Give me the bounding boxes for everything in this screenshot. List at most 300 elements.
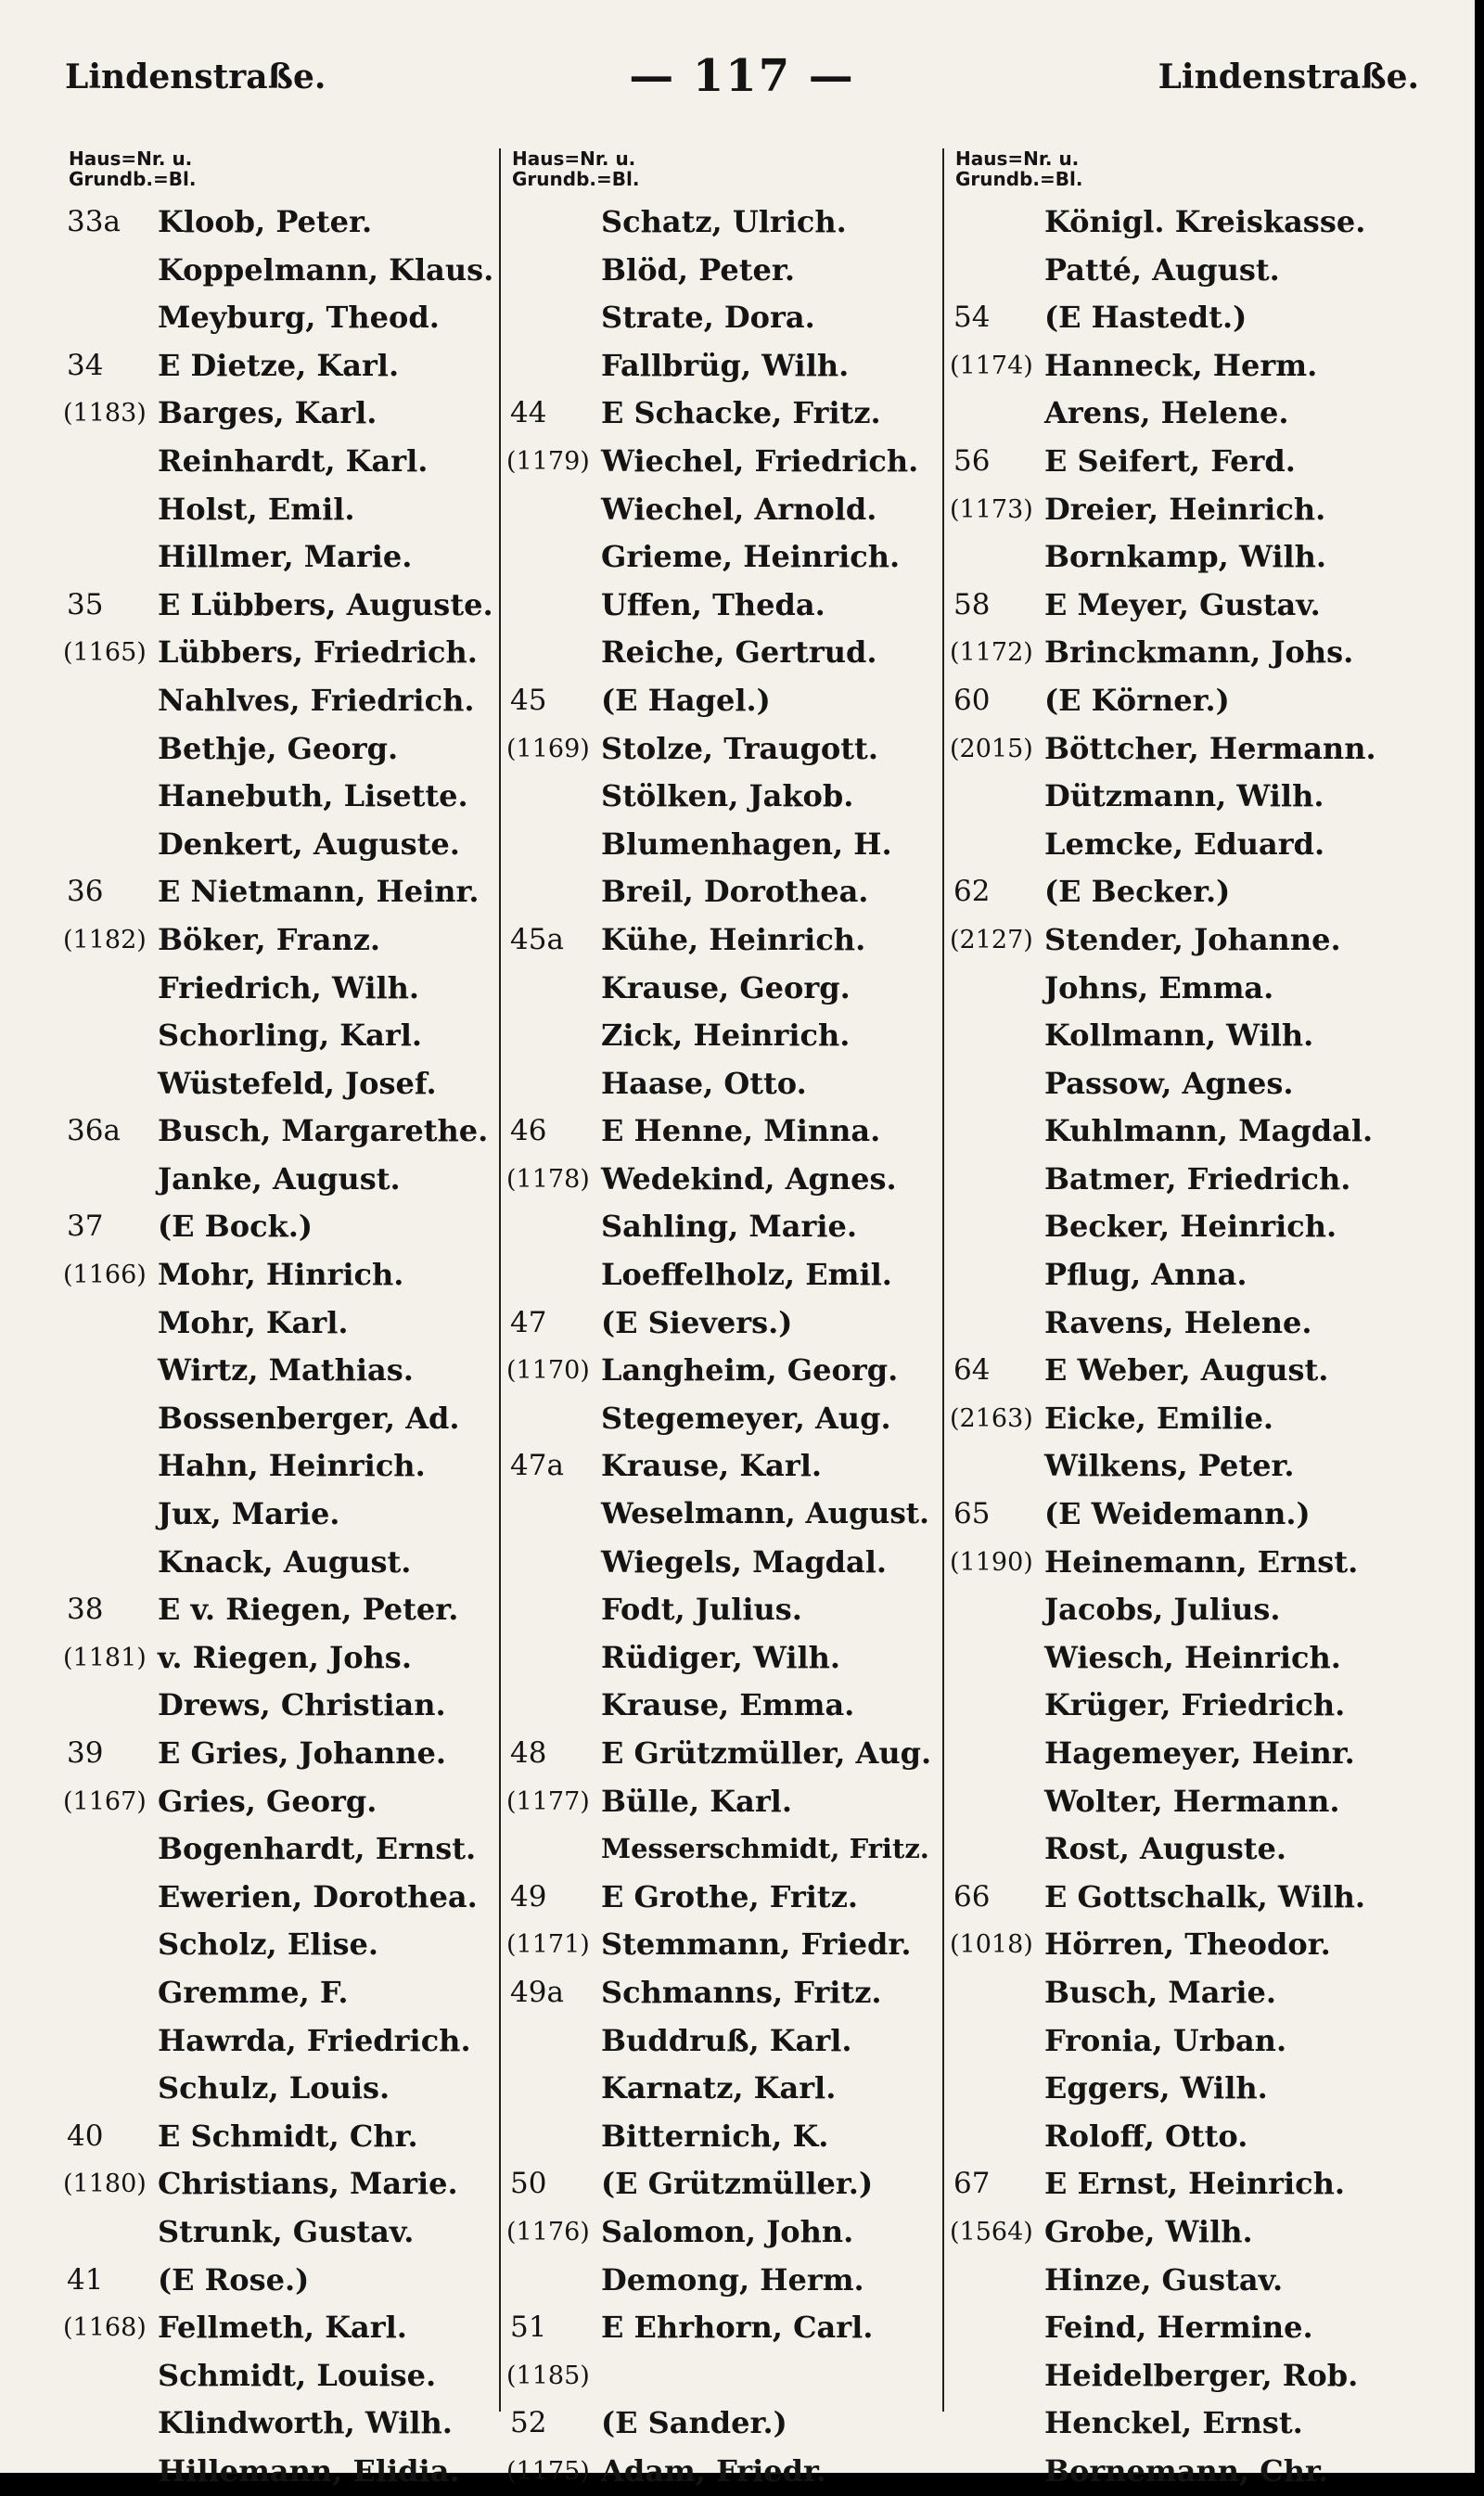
entry-resident-name: Friedrich, Wilh.	[158, 969, 420, 1005]
directory-entry	[953, 2352, 1417, 2400]
directory-entry	[67, 1442, 503, 1491]
entry-resident-name: Dützmann, Wilh.	[1044, 778, 1324, 814]
entry-list	[506, 198, 937, 2496]
directory-entry	[510, 1442, 937, 1491]
entry-resident-name: Heinemann, Ernst.	[1044, 1543, 1359, 1580]
entry-resident-name: Stender, Johanne.	[1044, 921, 1341, 957]
directory-entry	[67, 2400, 503, 2448]
directory-entry	[67, 438, 503, 486]
directory-entry	[950, 342, 1417, 390]
entry-number: 36	[67, 875, 104, 909]
directory-entry	[67, 1060, 503, 1108]
column-header	[955, 148, 1417, 198]
entry-resident-name: (E Weidemann.)	[1044, 1496, 1311, 1532]
entry-resident-name: Stegemeyer, Aug.	[601, 1400, 891, 1436]
entry-resident-name: (E Becker.)	[1044, 874, 1231, 910]
entry-resident-name: Roloff, Otto.	[1044, 2118, 1248, 2154]
directory-entry	[953, 1060, 1417, 1108]
entry-resident-name: Buddruß, Karl.	[601, 2022, 852, 2058]
directory-entry	[510, 582, 937, 630]
entry-resident-name: E Schmidt, Chr.	[158, 2118, 418, 2154]
entry-resident-name: Krause, Emma.	[601, 1687, 855, 1723]
directory-entry	[510, 247, 937, 295]
directory-entry	[510, 342, 937, 390]
directory-entry	[67, 1347, 503, 1395]
directory-entry	[510, 198, 937, 247]
entry-resident-name: Passow, Agnes.	[1044, 1065, 1294, 1101]
directory-entry	[510, 821, 937, 869]
directory-entry	[63, 2304, 503, 2352]
entry-resident-name: (E Körner.)	[1044, 682, 1230, 718]
entry-resident-name: Stemmann, Friedr.	[601, 1926, 912, 1963]
entry-number: 46	[510, 1114, 547, 1148]
directory-entry	[67, 1299, 503, 1348]
entry-number: (2163)	[950, 1403, 1033, 1433]
entry-resident-name: Rüdiger, Wilh.	[601, 1639, 841, 1675]
directory-entry	[67, 1682, 503, 1730]
entry-resident-name: Königl. Kreiskasse.	[1044, 204, 1366, 239]
directory-entry	[510, 1730, 937, 1778]
entry-number: 37	[67, 1210, 104, 1244]
entry-resident-name: Eicke, Emilie.	[1044, 1400, 1274, 1436]
entry-resident-name: Strate, Dora.	[601, 300, 815, 336]
directory-entry	[510, 1539, 937, 1587]
entry-resident-name: Hahn, Heinrich.	[158, 1448, 426, 1484]
directory-entry	[953, 2304, 1417, 2352]
entry-resident-name: Loeffelholz, Emil.	[601, 1257, 892, 1293]
directory-entry	[510, 1107, 937, 1156]
directory-entry	[67, 2113, 503, 2161]
entry-number: (1168)	[63, 2313, 147, 2343]
entry-number: (1172)	[950, 638, 1033, 668]
directory-entry	[950, 916, 1417, 965]
entry-number: 50	[510, 2167, 547, 2201]
entry-resident-name: Reinhardt, Karl.	[158, 442, 429, 479]
entry-resident-name: (E Sander.)	[601, 2405, 787, 2441]
directory-entry	[510, 2257, 937, 2305]
entry-resident-name: Eggers, Wilh.	[1044, 2070, 1268, 2106]
directory-entry	[67, 2448, 503, 2496]
entry-resident-name: Feind, Hermine.	[1044, 2310, 1313, 2346]
directory-entry	[953, 1156, 1417, 1204]
entry-resident-name: Rost, Auguste.	[1044, 1831, 1287, 1867]
directory-entry	[950, 2208, 1417, 2257]
entry-resident-name: Sahling, Marie.	[601, 1209, 858, 1245]
directory-entry	[953, 1634, 1417, 1683]
entry-resident-name: Christians, Marie.	[158, 2166, 458, 2202]
column-header-house-no: Haus=Nr. u.	[512, 147, 636, 170]
entry-resident-name: Adam, Friedr.	[601, 2452, 827, 2489]
directory-entry	[506, 725, 937, 774]
column-header-land-register: Grundb.=Bl.	[955, 168, 1083, 190]
entry-resident-name: Hanebuth, Lisette.	[158, 778, 468, 814]
entry-number: 35	[67, 587, 104, 621]
directory-entry	[510, 1395, 937, 1443]
entry-number: 44	[510, 396, 547, 430]
entry-number: (1173)	[950, 494, 1033, 524]
directory-entry	[953, 1442, 1417, 1491]
entry-resident-name: Drews, Christian.	[158, 1687, 446, 1723]
directory-entry	[67, 773, 503, 821]
entry-resident-name: (E Rose.)	[158, 2261, 310, 2298]
entry-resident-name: Koppelmann, Klaus.	[158, 251, 494, 288]
entry-number: 40	[67, 2118, 104, 2153]
entry-resident-name: Barges, Karl.	[158, 395, 377, 431]
directory-entry	[67, 486, 503, 534]
column-divider	[942, 148, 944, 2412]
entry-number: 49	[510, 1879, 547, 1914]
entry-resident-name: Böttcher, Hermann.	[1044, 730, 1376, 766]
entry-resident-name: Hinze, Gustav.	[1044, 2261, 1284, 2298]
entry-resident-name: Stolze, Traugott.	[601, 730, 878, 766]
entry-number: 45	[510, 683, 547, 717]
entry-resident-name: Kuhlmann, Magdal.	[1044, 1113, 1374, 1149]
directory-entry	[67, 198, 503, 247]
entry-resident-name: Fallbrüg, Wilh.	[601, 347, 850, 383]
entry-number: 38	[67, 1593, 104, 1627]
entry-number: 36a	[67, 1114, 121, 1148]
directory-entry	[953, 773, 1417, 821]
entry-resident-name: E Meyer, Gustav.	[1044, 586, 1321, 622]
entry-number: 66	[953, 1879, 991, 1914]
entry-number: 39	[67, 1736, 104, 1770]
directory-entry	[953, 294, 1417, 342]
entry-number: (1190)	[950, 1547, 1033, 1577]
entry-resident-name: Haase, Otto.	[601, 1065, 807, 1101]
running-head-right: Lindenstraße.	[1158, 58, 1419, 96]
directory-entry	[67, 1491, 503, 1539]
entry-resident-name: Arens, Helene.	[1044, 395, 1289, 431]
directory-entry	[67, 1586, 503, 1634]
directory-entry	[953, 1012, 1417, 1060]
directory-entry	[953, 533, 1417, 582]
entry-resident-name: Hillmer, Marie.	[158, 539, 413, 575]
directory-entry	[67, 2257, 503, 2305]
directory-entry	[953, 2065, 1417, 2113]
directory-entry	[953, 1586, 1417, 1634]
entry-resident-name: Böker, Franz.	[158, 921, 381, 957]
directory-entry	[510, 677, 937, 725]
directory-entry	[510, 629, 937, 677]
directory-column-1	[63, 147, 503, 2496]
entry-number: 58	[953, 587, 991, 621]
entry-resident-name: Schulz, Louis.	[158, 2070, 390, 2106]
entry-resident-name: Reiche, Gertrud.	[601, 634, 877, 671]
entry-number: (1183)	[63, 399, 147, 429]
entry-resident-name: Jux, Marie.	[158, 1496, 340, 1532]
directory-entry	[63, 629, 503, 677]
directory-entry	[953, 198, 1417, 247]
directory-entry	[953, 247, 1417, 295]
entry-resident-name: Strunk, Gustav.	[158, 2213, 415, 2249]
directory-entry	[953, 868, 1417, 916]
entry-number: (1177)	[506, 1786, 590, 1816]
entry-resident-name: Weselmann, August.	[601, 1497, 929, 1531]
directory-entry	[953, 1491, 1417, 1539]
entry-resident-name: Hanneck, Herm.	[1044, 347, 1318, 383]
directory-entry	[953, 582, 1417, 630]
directory-entry	[67, 294, 503, 342]
entry-resident-name: v. Riegen, Johs.	[158, 1639, 412, 1675]
entry-number: 34	[67, 348, 104, 382]
entry-number: 54	[953, 301, 991, 335]
entry-number: (1176)	[506, 2217, 590, 2246]
directory-entry	[67, 1730, 503, 1778]
directory-entry	[953, 1203, 1417, 1251]
directory-entry	[67, 1969, 503, 2017]
entry-resident-name: Bornkamp, Wilh.	[1044, 539, 1327, 575]
directory-entry	[953, 821, 1417, 869]
directory-entry	[506, 1347, 937, 1395]
entry-number: 45a	[510, 922, 564, 956]
entry-number: (1185)	[506, 2361, 590, 2390]
directory-entry	[63, 1778, 503, 1826]
entry-resident-name: Meyburg, Theod.	[158, 300, 440, 336]
entry-resident-name: Hörren, Theodor.	[1044, 1926, 1331, 1963]
entry-number: (1179)	[506, 446, 590, 476]
entry-resident-name: Wirtz, Mathias.	[158, 1352, 414, 1389]
entry-resident-name: Brinckmann, Johs.	[1044, 634, 1354, 671]
entry-resident-name: Batmer, Friedrich.	[1044, 1160, 1351, 1197]
entry-number: 67	[953, 2167, 991, 2201]
entry-resident-name: Kühe, Heinrich.	[601, 921, 866, 957]
entry-number: (1167)	[63, 1786, 147, 1816]
entry-resident-name: Busch, Margarethe.	[158, 1113, 489, 1149]
entry-resident-name: E Grothe, Fritz.	[601, 1878, 859, 1914]
directory-entry	[950, 629, 1417, 677]
directory-entry	[953, 2400, 1417, 2448]
entry-number: (1180)	[63, 2170, 147, 2199]
entry-number: 64	[953, 1353, 991, 1388]
entry-number: 51	[510, 2310, 547, 2345]
entry-resident-name: Bülle, Karl.	[601, 1783, 792, 1819]
entry-resident-name: Fodt, Julius.	[601, 1592, 802, 1628]
directory-entry	[953, 1778, 1417, 1826]
entry-resident-name: Lübbers, Friedrich.	[158, 634, 478, 671]
entry-resident-name: Grobe, Wilh.	[1044, 2213, 1253, 2249]
entry-resident-name: Janke, August.	[158, 1160, 401, 1197]
entry-resident-name: Grieme, Heinrich.	[601, 539, 901, 575]
directory-entry	[506, 438, 937, 486]
entry-resident-name: Krüger, Friedrich.	[1044, 1687, 1346, 1723]
entry-resident-name: Wilkens, Peter.	[1044, 1448, 1295, 1484]
page-number: — 117 —	[629, 50, 855, 102]
entry-resident-name: Scholz, Elise.	[158, 1926, 379, 1963]
entry-resident-name: Busch, Marie.	[1044, 1974, 1277, 2010]
directory-entry	[953, 2160, 1417, 2208]
entry-resident-name: Krause, Karl.	[601, 1448, 823, 1484]
entry-resident-name: Fellmeth, Karl.	[158, 2310, 407, 2346]
directory-entry	[63, 390, 503, 438]
entry-number: (1018)	[950, 1930, 1033, 1960]
directory-entry	[67, 2065, 503, 2113]
directory-entry	[510, 1969, 937, 2017]
entry-resident-name: Lemcke, Eduard.	[1044, 826, 1325, 862]
entry-number: (1170)	[506, 1356, 590, 1386]
entry-number: (2127)	[950, 925, 1033, 954]
directory-entry	[953, 1347, 1417, 1395]
directory-entry	[67, 1921, 503, 1969]
entry-resident-name: Wiechel, Friedrich.	[601, 442, 919, 479]
entry-resident-name: Hillemann, Elidia.	[158, 2452, 460, 2489]
directory-entry	[953, 1969, 1417, 2017]
directory-entry	[953, 2448, 1417, 2496]
column-header	[512, 148, 937, 198]
entry-resident-name: (E Sievers.)	[601, 1304, 793, 1340]
directory-entry	[63, 1251, 503, 1299]
entry-number: 47	[510, 1305, 547, 1339]
directory-entry	[510, 486, 937, 534]
directory-entry	[67, 533, 503, 582]
entry-resident-name: E Seifert, Ferd.	[1044, 442, 1296, 479]
entry-resident-name: Bornemann, Chr.	[1044, 2452, 1329, 2489]
entry-resident-name: E Grützmüller, Aug.	[601, 1735, 932, 1771]
directory-entry	[67, 2208, 503, 2257]
entry-resident-name: Wiegels, Magdal.	[601, 1543, 888, 1580]
entry-number: 47a	[510, 1449, 564, 1483]
directory-entry	[67, 725, 503, 774]
entry-resident-name: Wiechel, Arnold.	[601, 491, 877, 527]
entry-resident-name: E Lübbers, Auguste.	[158, 586, 493, 622]
directory-entry	[510, 1586, 937, 1634]
directory-entry	[953, 1730, 1417, 1778]
entry-number: (1182)	[63, 925, 147, 954]
directory-entry	[67, 1012, 503, 1060]
directory-entry	[67, 1825, 503, 1874]
directory-entry	[950, 1539, 1417, 1587]
entry-resident-name: Patté, August.	[1044, 251, 1280, 288]
directory-entry	[953, 1299, 1417, 1348]
directory-entry	[510, 1203, 937, 1251]
directory-entry	[506, 1778, 937, 1826]
entry-resident-name: Wiesch, Heinrich.	[1044, 1639, 1341, 1675]
entry-resident-name: Schmanns, Fritz.	[601, 1974, 882, 2010]
directory-entry	[953, 438, 1417, 486]
entry-list	[950, 198, 1417, 2496]
entry-number: 41	[67, 2262, 104, 2297]
directory-entry	[506, 2448, 937, 2496]
entry-resident-name: Fronia, Urban.	[1044, 2022, 1287, 2058]
directory-entry	[67, 2352, 503, 2400]
entry-resident-name: Gremme, F.	[158, 1974, 349, 2010]
entry-resident-name: E Nietmann, Heinr.	[158, 874, 480, 910]
entry-number: 49a	[510, 1975, 564, 2009]
entry-resident-name: E v. Riegen, Peter.	[158, 1592, 459, 1628]
directory-entry	[953, 1251, 1417, 1299]
directory-entry	[67, 821, 503, 869]
entry-resident-name: Bitternich, K.	[601, 2118, 829, 2154]
directory-entry	[510, 965, 937, 1013]
directory-entry	[506, 1921, 937, 1969]
directory-entry	[510, 1060, 937, 1108]
entry-resident-name: Johns, Emma.	[1044, 969, 1274, 1005]
column-header	[69, 148, 503, 198]
directory-entry	[953, 1682, 1417, 1730]
entry-resident-name: Hagemeyer, Heinr.	[1044, 1735, 1355, 1771]
entry-resident-name: E Ehrhorn, Carl.	[601, 2310, 874, 2346]
entry-resident-name: Blumenhagen, H.	[601, 826, 892, 862]
running-head-left: Lindenstraße.	[65, 58, 326, 96]
entry-resident-name: Karnatz, Karl.	[601, 2070, 837, 2106]
directory-entry	[953, 1825, 1417, 1874]
entry-resident-name: Holst, Emil.	[158, 491, 355, 527]
entry-resident-name: (E Hastedt.)	[1044, 300, 1247, 336]
entry-resident-name: Salomon, John.	[601, 2213, 854, 2249]
entry-list	[63, 198, 503, 2496]
directory-entry	[510, 2304, 937, 2352]
entry-resident-name: E Ernst, Heinrich.	[1044, 2166, 1346, 2202]
entry-resident-name: Jacobs, Julius.	[1044, 1592, 1281, 1628]
entry-resident-name: Schorling, Karl.	[158, 1018, 422, 1054]
directory-column-2	[506, 147, 937, 2496]
directory-entry	[950, 1395, 1417, 1443]
directory-entry	[953, 2257, 1417, 2305]
directory-entry	[953, 2017, 1417, 2066]
directory-entry	[510, 1012, 937, 1060]
directory-entry	[67, 1107, 503, 1156]
entry-number: 48	[510, 1736, 547, 1770]
entry-number: 52	[510, 2406, 547, 2440]
entry-resident-name: Ewerien, Dorothea.	[158, 1878, 478, 1914]
directory-entry	[510, 1682, 937, 1730]
directory-entry	[953, 390, 1417, 438]
entry-number: (1169)	[506, 734, 590, 763]
entry-resident-name: Pflug, Anna.	[1044, 1257, 1247, 1293]
directory-entry	[510, 2017, 937, 2066]
entry-number: 62	[953, 875, 991, 909]
entry-resident-name: E Gottschalk, Wilh.	[1044, 1878, 1365, 1914]
directory-entry	[510, 868, 937, 916]
entry-resident-name: Hawrda, Friedrich.	[158, 2022, 471, 2058]
directory-entry	[510, 916, 937, 965]
directory-entry	[67, 247, 503, 295]
entry-resident-name: E Weber, August.	[1044, 1352, 1329, 1389]
directory-entry	[953, 677, 1417, 725]
directory-entry	[510, 1874, 937, 1922]
directory-entry	[506, 2208, 937, 2257]
entry-number: (1181)	[63, 1643, 147, 1672]
directory-entry	[510, 2400, 937, 2448]
entry-resident-name: Henckel, Ernst.	[1044, 2405, 1303, 2441]
entry-resident-name: Wolter, Hermann.	[1044, 1783, 1340, 1819]
directory-entry	[510, 1634, 937, 1683]
directory-entry	[510, 2113, 937, 2161]
directory-entry	[67, 1203, 503, 1251]
entry-resident-name: Zick, Heinrich.	[601, 1018, 851, 1054]
entry-resident-name: Knack, August.	[158, 1543, 412, 1580]
directory-entry	[950, 725, 1417, 774]
directory-entry	[63, 916, 503, 965]
entry-resident-name: Kollmann, Wilh.	[1044, 1018, 1314, 1054]
column-header-house-no: Haus=Nr. u.	[955, 147, 1080, 170]
directory-entry	[953, 2113, 1417, 2161]
directory-entry	[510, 1299, 937, 1348]
entry-resident-name: Schmidt, Louise.	[158, 2357, 437, 2393]
entry-resident-name: Becker, Heinrich.	[1044, 1209, 1337, 1245]
entry-resident-name: Kloob, Peter.	[158, 204, 373, 239]
directory-entry	[67, 342, 503, 390]
directory-entry	[63, 1634, 503, 1683]
entry-resident-name: (E Bock.)	[158, 1209, 313, 1245]
directory-column-3	[950, 147, 1417, 2496]
directory-entry	[510, 390, 937, 438]
directory-entry	[67, 582, 503, 630]
column-header-land-register: Grundb.=Bl.	[512, 168, 640, 190]
entry-resident-name: Krause, Georg.	[601, 969, 851, 1005]
entry-resident-name: Bogenhardt, Ernst.	[158, 1831, 477, 1867]
entry-resident-name: E Gries, Johanne.	[158, 1735, 447, 1771]
directory-entry	[506, 2352, 937, 2400]
